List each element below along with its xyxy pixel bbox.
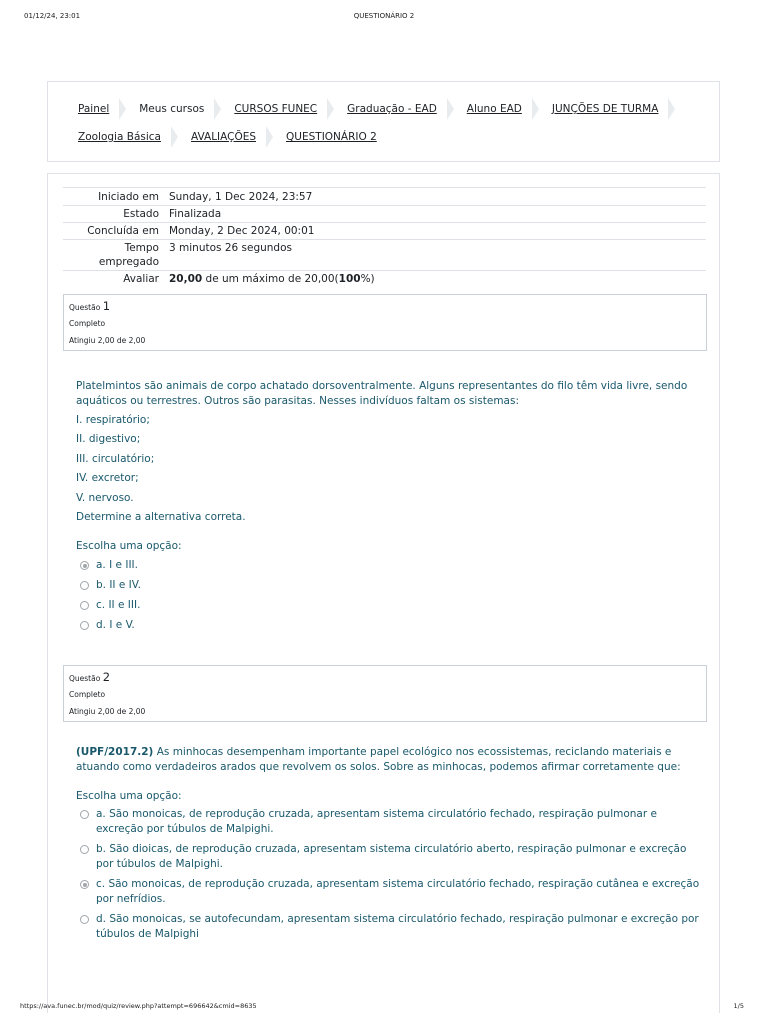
question-intro-text: As minhocas desempenham importante papel ecológico nos ecossistemas, reciclando materiais e atuando como verdadeiros arados que revolvem os solos. Sobre as minhocas, podemos afirmar corretamente que: [76, 746, 681, 773]
radio-unchecked-icon[interactable] [80, 915, 89, 924]
summary-label: Estado [123, 208, 159, 220]
summary-label: Avaliar [123, 273, 159, 285]
print-title: QUESTIONÁRIO 2 [353, 12, 415, 20]
breadcrumb-item-questionario-2[interactable]: QUESTIONÁRIO 2 [286, 131, 377, 143]
radio-unchecked-icon[interactable] [80, 581, 89, 590]
question-label: Questão [69, 303, 101, 312]
breadcrumb-separator-icon [119, 98, 126, 120]
answer-option-c[interactable] [80, 598, 700, 613]
print-url: https://ava.funec.br/mod/quiz/review.php?attempt=696642&cmid=8635 [20, 1002, 257, 1010]
summary-row-grade [63, 271, 706, 288]
answer-option-a[interactable] [80, 807, 700, 836]
answer-option-label: c. São monoicas, de reprodução cruzada, apresentam sistema circulatório fechado, respiração cutânea e excreção por nefrídios. [96, 878, 700, 905]
question-label: Questão [69, 674, 101, 683]
question-line: II. digestivo; [76, 433, 141, 446]
question-grade: Atingiu 2,00 de 2,00 [69, 707, 146, 716]
breadcrumb-row-1 [78, 98, 698, 120]
breadcrumb-separator-icon [171, 126, 178, 148]
summary-value: Finalizada [169, 208, 222, 220]
answer-option-b[interactable] [80, 578, 700, 593]
radio-checked-icon[interactable] [80, 561, 89, 570]
breadcrumb-item-zoologia-basica[interactable]: Zoologia Básica [78, 131, 161, 143]
summary-row-state [63, 206, 706, 223]
print-page-number: 1/5 [733, 1002, 744, 1010]
grade-end: %) [360, 273, 375, 285]
breadcrumb-separator-icon [447, 98, 454, 120]
summary-row-started [63, 188, 706, 206]
answer-option-label: c. II e III. [96, 599, 141, 611]
question-line: IV. excretor; [76, 472, 139, 485]
answer-option-a[interactable] [80, 558, 700, 573]
question-number-line [69, 299, 110, 313]
breadcrumb-row-2 [78, 126, 698, 148]
radio-unchecked-icon[interactable] [80, 601, 89, 610]
question-source: (UPF/2017.2) [76, 746, 154, 758]
answer-option-label: b. II e IV. [96, 579, 141, 591]
radio-unchecked-icon[interactable] [80, 845, 89, 854]
question-number: 2 [102, 670, 111, 684]
summary-value [169, 271, 706, 288]
question-line: I. respiratório; [76, 414, 150, 426]
breadcrumb-item-cursos-funec[interactable]: CURSOS FUNEC [234, 103, 318, 115]
grade-percent: 100 [338, 273, 361, 285]
breadcrumb-item-meus-cursos: Meus cursos [139, 103, 205, 115]
question-intro [76, 745, 696, 775]
answer-prompt: Escolha uma opção: [76, 790, 182, 802]
question-state: Completo [69, 319, 106, 328]
answer-option-d[interactable] [80, 912, 700, 941]
question-line: III. circulatório; [76, 452, 155, 465]
question-info-1 [63, 294, 707, 351]
answer-option-b[interactable] [80, 842, 700, 871]
question-number: 1 [102, 299, 111, 313]
question-line: V. nervoso. [76, 491, 134, 504]
summary-label-part: Tempo [124, 242, 159, 254]
breadcrumb [47, 81, 720, 162]
summary-value: Sunday, 1 Dec 2024, 23:57 [169, 191, 313, 203]
breadcrumb-separator-icon [266, 126, 273, 148]
answer-option-c[interactable] [80, 877, 700, 906]
question-info-2 [63, 665, 707, 722]
print-header [0, 12, 768, 24]
question-state: Completo [69, 690, 106, 699]
breadcrumb-separator-icon [668, 98, 675, 120]
question-text-2 [76, 745, 696, 775]
grade-score: 20,00 [169, 273, 203, 285]
summary-row-completed [63, 223, 706, 240]
breadcrumb-separator-icon [532, 98, 539, 120]
summary-label: Iniciado em [98, 191, 159, 203]
summary-value: 3 minutos 26 segundos [169, 242, 292, 254]
breadcrumb-item-painel[interactable]: Painel [78, 103, 110, 115]
answer-option-d[interactable] [80, 618, 700, 633]
answer-option-label: b. São dioicas, de reprodução cruzada, apresentam sistema circulatório aberto, respiração pulmonar e excreção por túbulos de Malpighi. [96, 843, 687, 870]
question-text-1 [76, 379, 696, 529]
breadcrumb-item-juncoes-de-turma[interactable]: JUNÇÕES DE TURMA [551, 103, 659, 115]
question-line: Determine a alternativa correta. [76, 510, 246, 523]
question-intro: Platelmintos são animais de corpo achatado dorsoventralmente. Alguns representantes do filo têm vida livre, sendo aquáticos ou terrestres. Outros são parasitas. Nesses indivíduos faltam os sistemas: [76, 380, 688, 407]
question-number-line [69, 670, 110, 684]
answer-option-label: d. São monoicas, se autofecundam, apresentam sistema circulatório fechado, respiração pulmonar e excreção por túbulos de Malpighi [96, 913, 699, 940]
summary-row-time-taken [63, 240, 706, 271]
summary-value: Monday, 2 Dec 2024, 00:01 [169, 225, 315, 237]
answer-prompt: Escolha uma opção: [76, 540, 182, 552]
print-datetime: 01/12/24, 23:01 [24, 12, 81, 20]
answer-option-label: d. I e V. [96, 619, 135, 631]
summary-label-part: empregado [98, 256, 159, 268]
radio-checked-icon[interactable] [80, 880, 89, 889]
breadcrumb-separator-icon [327, 98, 334, 120]
breadcrumb-separator-icon [214, 98, 221, 120]
radio-unchecked-icon[interactable] [80, 810, 89, 819]
answer-option-label: a. São monoicas, de reprodução cruzada, apresentam sistema circulatório fechado, respiração pulmonar e excreção por túbulos de Malpighi. [96, 808, 657, 835]
grade-middle: de um máximo de 20,00( [202, 273, 339, 285]
breadcrumb-item-avaliacoes[interactable]: AVALIAÇÕES [190, 131, 257, 143]
attempt-summary-table [63, 187, 706, 287]
breadcrumb-item-aluno-ead[interactable]: Aluno EAD [466, 103, 522, 115]
breadcrumb-item-graduacao[interactable]: Graduação - EAD [347, 103, 437, 115]
summary-label [63, 240, 169, 271]
answer-option-label: a. I e III. [96, 559, 138, 571]
question-grade: Atingiu 2,00 de 2,00 [69, 336, 146, 345]
radio-unchecked-icon[interactable] [80, 621, 89, 630]
summary-label: Concluída em [87, 225, 159, 237]
